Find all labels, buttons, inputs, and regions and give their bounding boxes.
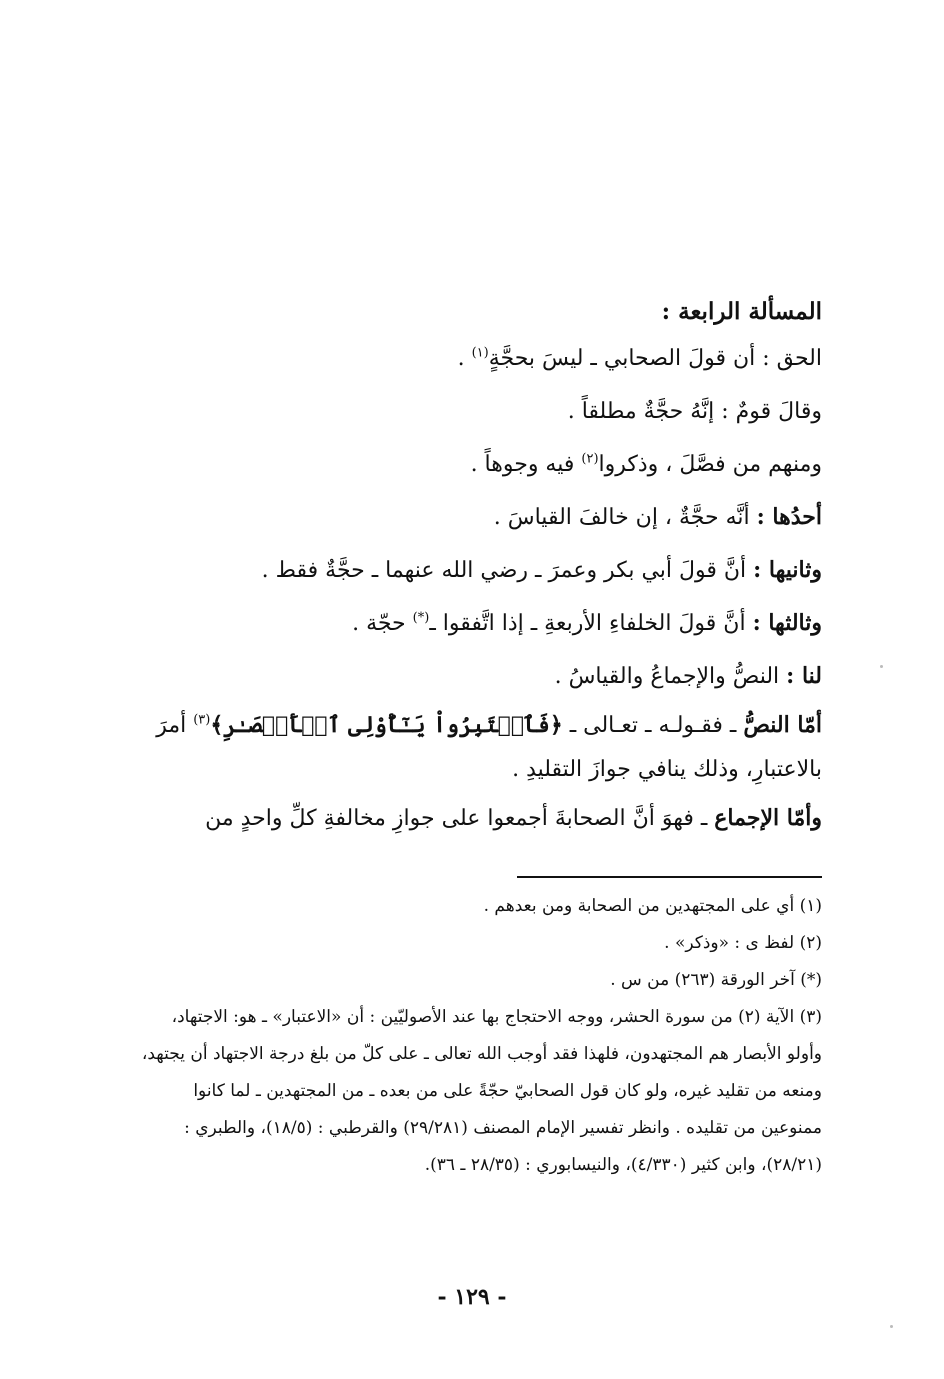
footnote-2: (٢) لفظ ى : «وذكر» . — [664, 933, 822, 953]
paragraph-lana: لنا : النصُّ والإجماعُ والقياسُ . — [554, 663, 822, 689]
footnote-1: (١) أي على المجتهدين من الصحابة ومن بعدهم . — [483, 896, 822, 916]
section-title: المسألة الرابعة : — [661, 298, 822, 325]
paragraph-qawm: وقالَ قومٌ : إنَّهُ حجَّةٌ مطلقاً . — [567, 399, 822, 424]
main-text — [140, 292, 822, 845]
page-number: - ١٢٩ - — [437, 1284, 507, 1310]
paragraph-haqq: الحق : أن قولَ الصحابي ـ ليسَ بحجَّةٍ$^{(١)}$ . — [457, 345, 822, 371]
scan-speck — [880, 665, 883, 668]
footnotes — [140, 888, 822, 1184]
footnote-ref-2: (٢) — [581, 451, 599, 467]
footnote-3: (٣) الآية (٢) من سورة الحشر، ووجه الاحتجاج بها عند الأصوليّين : أن «الاعتبار» ـ هو: الاجتهاد، وأولو الأبصار هم المجتهدون، فلهذا فقد أوجب الله تعالى ـ على كلّ من بلغ درجة الاجتهاد أن يجتهد، ومنعه من تقليد غيره، ولو كان قول الصحابيّ حجّةً على من بعده ـ من المجتهدين ـ لما كانوا ممنوعين من تقليده . وانظر تفسير الإمام المصنف (٢٩/٢٨١) والقرطبي : (١٨/٥)، والطبري : (٢٨/٢١)، وابن كثير (٤/٣٣٠)، والنيسابوري : (٢٨/٣٥ ـ ٣٦). — [141, 1007, 822, 1175]
scan-speck — [890, 1325, 893, 1328]
footnote-star: (*) آخر الورقة (٢٦٣) من س . — [610, 970, 822, 990]
paragraph-fassala: ومنهم من فصَّلَ ، وذكروا$^{(٢)}$ فيه وجوهاً . — [470, 451, 822, 477]
paragraph-ijma: وأمّا الإجماع ـ فهوَ أنَّ الصحابةَ أجمعوا على جوازِ مخالفةِ كلِّ واحدٍ من — [205, 805, 822, 831]
footnote-separator — [517, 876, 822, 878]
paragraph-second-view: وثانيها : أنَّ قولَ أبي بكر وعمرَ ـ رضي الله عنهما ـ حجَّةٌ فقط . — [261, 557, 822, 583]
footnote-ref-3: (٣) — [193, 712, 211, 728]
quran-verse: ﴿فَٱعۡتَبِرُواْ يَـٰٓأُوْلِى ٱلۡأَبۡصَـٰرِ﴾ — [210, 712, 563, 738]
paragraph-first-view: أحدُها : أنَّه حجَّةٌ ، إن خالفَ القياسَ . — [493, 504, 822, 530]
footnote-ref-star: (*) — [412, 610, 430, 626]
paragraph-nass: أمّا النصُّ ـ فقـولـه ـ تعـالى ـ ﴿فَٱعۡتَبِرُواْ يَـٰٓأُوْلِى ٱلۡأَبۡصَـٰرِ﴾$^{(٣)}$ أمرَ بالاعتبارِ، وذلك ينافي جوازَ التقليدِ . — [156, 712, 822, 782]
paragraph-third-view: وثالثها : أنَّ قولَ الخلفاءِ الأربعةِ ـ إذا اتَّفقوا ـ(*) حجّة . — [352, 610, 822, 636]
footnote-ref-1: (١) — [471, 345, 489, 361]
